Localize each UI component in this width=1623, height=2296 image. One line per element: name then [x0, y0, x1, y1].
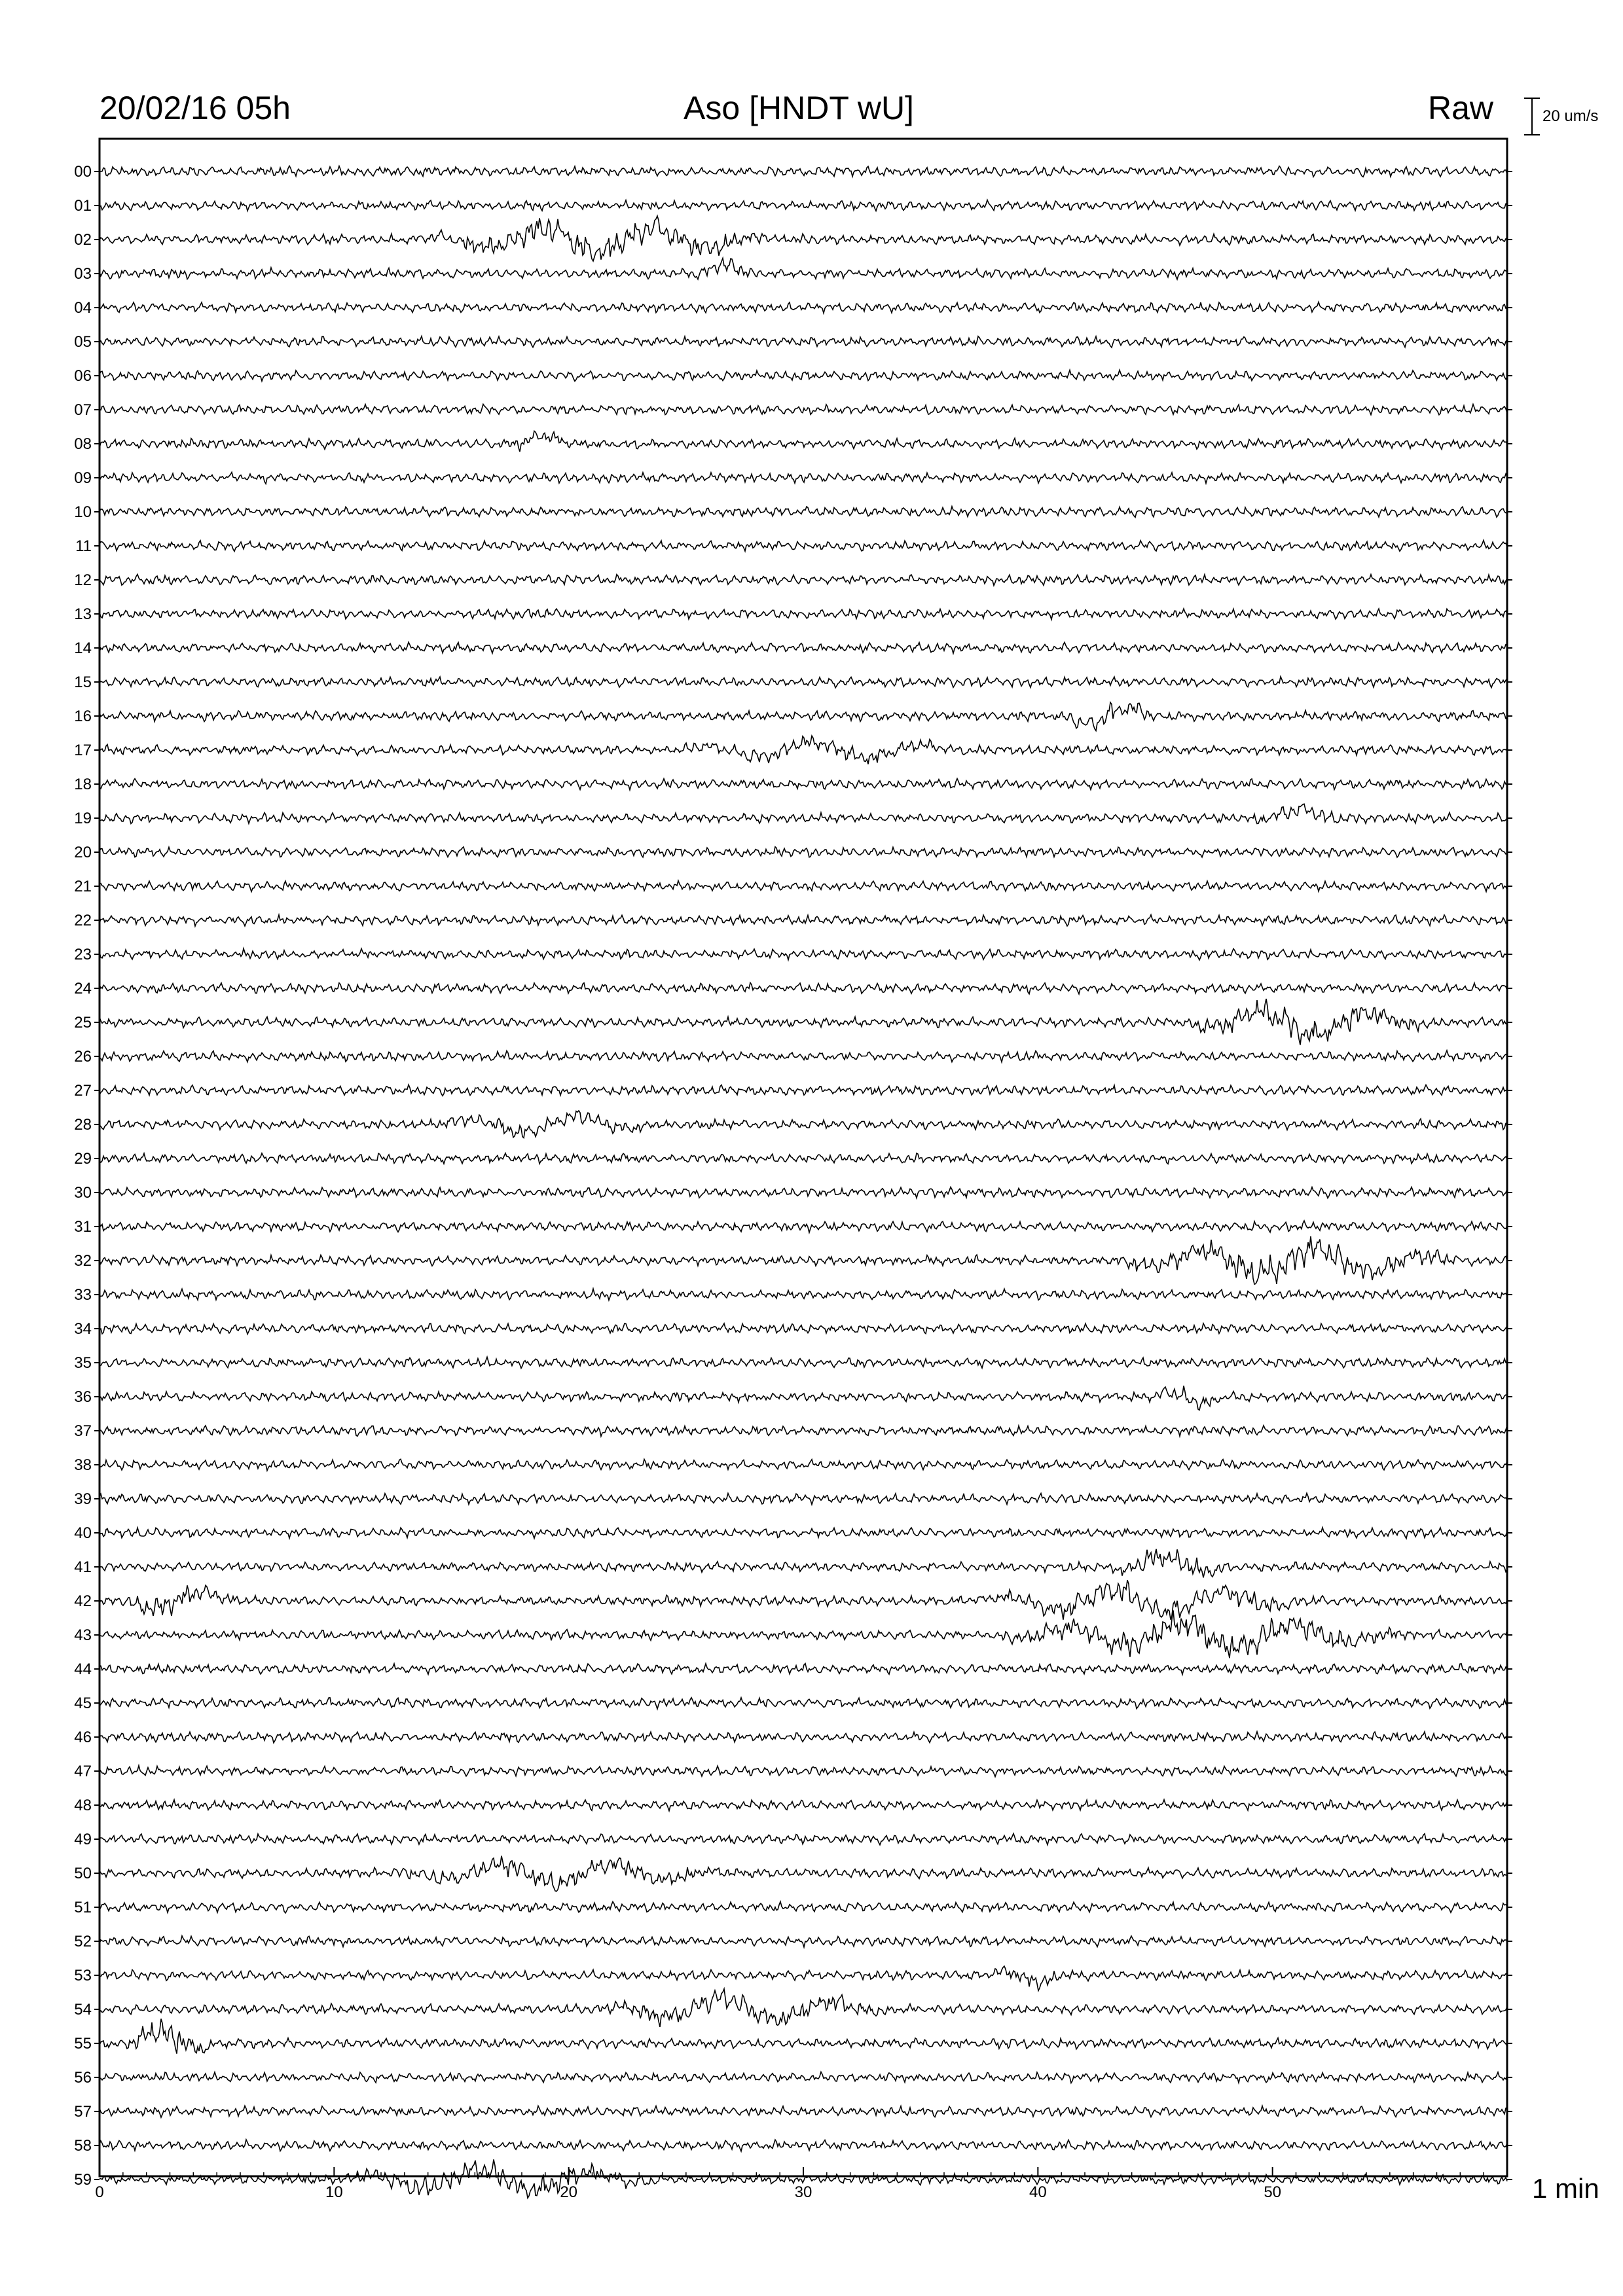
- row-label: 57: [74, 2103, 92, 2121]
- trace-line-45: [100, 1698, 1507, 1709]
- trace-line-25: [100, 999, 1507, 1045]
- trace-line-04: [100, 302, 1507, 313]
- trace-line-13: [100, 609, 1507, 620]
- row-label: 18: [74, 776, 92, 793]
- trace-line-32: [100, 1236, 1507, 1284]
- trace-line-42: [100, 1580, 1507, 1620]
- trace-line-21: [100, 881, 1507, 892]
- row-label: 23: [74, 946, 92, 963]
- row-label: 08: [74, 435, 92, 453]
- row-label: 51: [74, 1899, 92, 1916]
- trace-group: [100, 166, 1507, 2198]
- trace-line-10: [100, 507, 1507, 518]
- row-label-group: [74, 163, 1512, 2189]
- trace-line-38: [100, 1459, 1507, 1470]
- trace-line-08: [100, 431, 1507, 452]
- row-label: 47: [74, 1763, 92, 1780]
- row-label: 59: [74, 2171, 92, 2189]
- row-label: 37: [74, 1422, 92, 1440]
- row-label: 21: [74, 878, 92, 895]
- row-label: 52: [74, 1933, 92, 1950]
- trace-line-26: [100, 1050, 1507, 1062]
- row-label: 48: [74, 1797, 92, 1814]
- trace-line-23: [100, 948, 1507, 960]
- row-label: 20: [74, 844, 92, 861]
- trace-line-39: [100, 1493, 1507, 1504]
- row-label: 55: [74, 2035, 92, 2053]
- row-label: 22: [74, 912, 92, 929]
- row-label: 43: [74, 1626, 92, 1644]
- trace-line-24: [100, 983, 1507, 994]
- trace-line-56: [100, 2072, 1507, 2083]
- x-tick-label: 20: [560, 2183, 578, 2201]
- row-label: 25: [74, 1014, 92, 1031]
- row-label: 56: [74, 2069, 92, 2087]
- row-label: 24: [74, 980, 92, 997]
- trace-line-07: [100, 404, 1507, 415]
- row-label: 44: [74, 1660, 92, 1678]
- trace-line-58: [100, 2140, 1507, 2151]
- trace-line-33: [100, 1289, 1507, 1300]
- row-label: 39: [74, 1490, 92, 1508]
- row-label: 17: [74, 742, 92, 759]
- trace-line-14: [100, 642, 1507, 653]
- row-label: 35: [74, 1354, 92, 1372]
- row-label: 13: [74, 605, 92, 623]
- x-tick-label: 30: [794, 2183, 812, 2201]
- trace-line-47: [100, 1766, 1507, 1777]
- trace-line-18: [100, 779, 1507, 790]
- row-label: 14: [74, 639, 92, 657]
- trace-line-49: [100, 1833, 1507, 1844]
- row-label: 32: [74, 1252, 92, 1270]
- row-label: 03: [74, 265, 92, 283]
- trace-line-30: [100, 1187, 1507, 1198]
- x-axis: [95, 2167, 1507, 2201]
- row-label: 29: [74, 1150, 92, 1168]
- x-axis-unit-label: 1 min: [1532, 2173, 1599, 2204]
- trace-line-36: [100, 1386, 1507, 1410]
- row-label: 05: [74, 333, 92, 351]
- trace-line-40: [100, 1528, 1507, 1539]
- row-label: 27: [74, 1082, 92, 1100]
- trace-line-28: [100, 1111, 1507, 1138]
- row-label: 54: [74, 2001, 92, 2018]
- row-label: 42: [74, 1592, 92, 1610]
- row-label: 53: [74, 1967, 92, 1984]
- trace-line-34: [100, 1323, 1507, 1334]
- row-label: 36: [74, 1388, 92, 1406]
- trace-line-46: [100, 1732, 1507, 1743]
- trace-line-53: [100, 1966, 1507, 1991]
- row-label: 01: [74, 197, 92, 215]
- trace-line-31: [100, 1221, 1507, 1232]
- trace-line-22: [100, 915, 1507, 926]
- row-label: 09: [74, 469, 92, 487]
- trace-line-05: [100, 336, 1507, 348]
- row-label: 11: [75, 537, 92, 555]
- trace-line-01: [100, 200, 1507, 211]
- row-label: 06: [74, 367, 92, 385]
- trace-line-43: [100, 1611, 1507, 1659]
- trace-line-06: [100, 370, 1507, 381]
- trace-line-52: [100, 1936, 1507, 1947]
- row-label: 30: [74, 1184, 92, 1202]
- row-label: 50: [74, 1865, 92, 1882]
- x-tick-label: 0: [95, 2183, 104, 2201]
- trace-line-35: [100, 1357, 1507, 1368]
- trace-line-54: [100, 1989, 1507, 2027]
- trace-line-03: [100, 258, 1507, 279]
- row-label: 02: [74, 231, 92, 249]
- row-label: 41: [74, 1558, 92, 1576]
- trace-line-51: [100, 1901, 1507, 1913]
- trace-line-57: [100, 2106, 1507, 2117]
- row-label: 46: [74, 1729, 92, 1746]
- trace-line-17: [100, 736, 1507, 764]
- header-datetime: 20/02/16 05h: [100, 90, 291, 126]
- header-mode: Raw: [1427, 90, 1493, 126]
- trace-line-09: [100, 473, 1507, 484]
- trace-line-55: [100, 2019, 1507, 2054]
- row-label: 15: [74, 673, 92, 691]
- row-label: 45: [74, 1695, 92, 1712]
- trace-line-19: [100, 804, 1507, 823]
- row-label: 38: [74, 1456, 92, 1474]
- row-label: 00: [74, 163, 92, 181]
- row-label: 04: [74, 299, 92, 317]
- row-label: 10: [74, 503, 92, 521]
- trace-line-00: [100, 166, 1507, 177]
- trace-line-15: [100, 677, 1507, 688]
- header-station-title: Aso [HNDT wU]: [684, 90, 914, 126]
- row-label: 40: [74, 1524, 92, 1542]
- row-label: 58: [74, 2137, 92, 2155]
- row-label: 26: [74, 1048, 92, 1066]
- trace-line-27: [100, 1085, 1507, 1096]
- trace-line-29: [100, 1153, 1507, 1164]
- trace-line-44: [100, 1664, 1507, 1675]
- x-tick-label: 40: [1029, 2183, 1047, 2201]
- row-label: 49: [74, 1831, 92, 1848]
- trace-line-16: [100, 702, 1507, 730]
- row-label: 28: [74, 1116, 92, 1134]
- trace-line-02: [100, 216, 1507, 261]
- row-label: 31: [74, 1218, 92, 1236]
- row-label: 16: [74, 708, 92, 725]
- row-label: 33: [74, 1286, 92, 1304]
- trace-line-20: [100, 847, 1507, 857]
- x-tick-label: 10: [325, 2183, 343, 2201]
- trace-line-37: [100, 1426, 1507, 1437]
- row-label: 12: [74, 571, 92, 589]
- amplitude-scale-label: 20 um/s: [1542, 107, 1599, 125]
- trace-line-12: [100, 574, 1507, 585]
- row-label: 07: [74, 401, 92, 419]
- x-tick-label: 50: [1264, 2183, 1282, 2201]
- trace-line-11: [100, 541, 1507, 552]
- row-label: 34: [74, 1320, 92, 1338]
- row-label: 19: [74, 810, 92, 827]
- trace-line-41: [100, 1549, 1507, 1578]
- trace-line-50: [100, 1856, 1507, 1892]
- trace-line-48: [100, 1800, 1507, 1811]
